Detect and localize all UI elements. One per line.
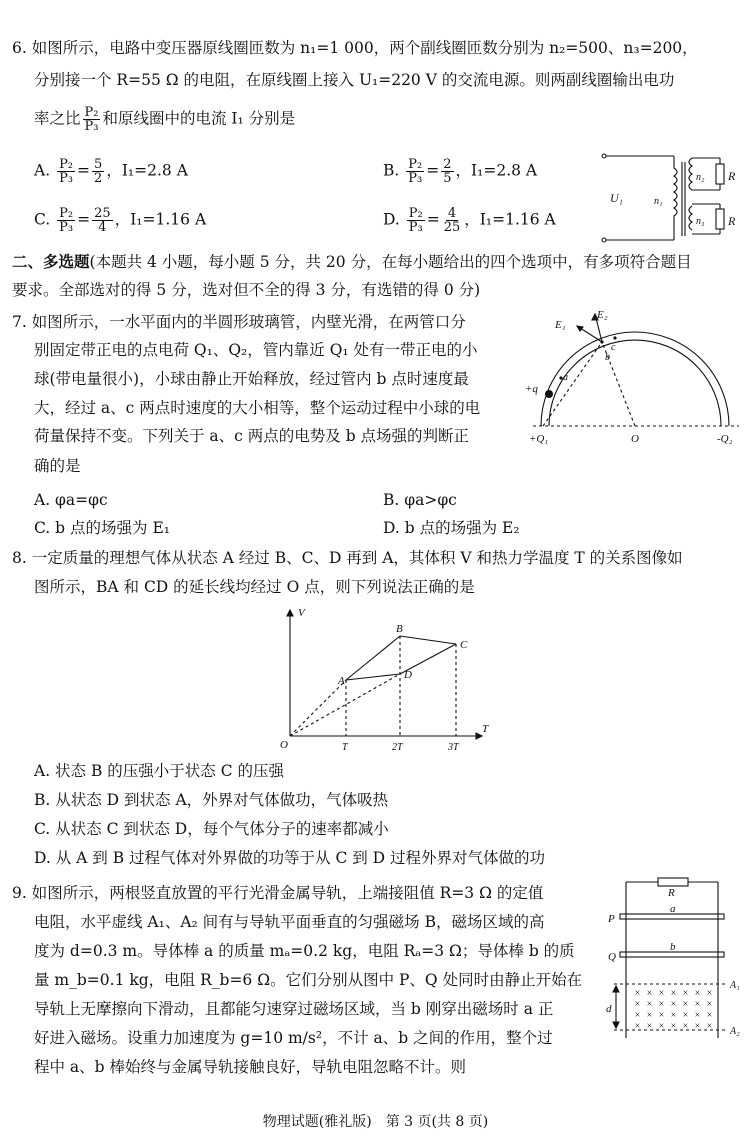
point-b [600,340,603,343]
label-v: V [298,607,305,619]
q8-line-2: 图所示，BA 和 CD 的延长线均经过 O 点，则下列说法正确的是 [34,578,475,596]
frac-num: P₂ [59,206,74,221]
q6-line3-pre: 率之比 [34,109,81,128]
field-cross: × [670,988,677,999]
extension-od [290,674,400,736]
frac-num: 2 [443,157,452,172]
label-a2: A₂ [730,1026,740,1037]
field-cross: × [670,1010,677,1021]
page-footer: 物理试题(雅礼版) 第 3 页(共 8 页) [262,1114,489,1130]
q7-line-1: 7. 如图所示，一水平面内的半圆形玻璃管，内壁光滑，在两管口分 [12,313,466,331]
field-cross: × [694,988,701,999]
secondary-coil-2 [689,158,692,190]
q7-option-a[interactable]: A. φa=φc [34,491,108,509]
q9-line-5: 导轨上无摩擦向下滑动，且都能匀速穿过磁场区域，当 b 刚穿出磁场时 a 正 [34,1000,554,1018]
field-cross: × [706,999,713,1010]
secondary-coil-3 [689,206,692,230]
field-cross: × [694,1010,701,1021]
segment-ab [346,636,400,680]
option-frac-right [92,207,113,234]
label-c: c [611,342,616,353]
option-frac-left [57,158,75,185]
resistor-r2 [716,164,724,184]
primary-coil [674,156,677,240]
section2-header-line-1 [12,252,692,272]
label-o: O [280,739,288,751]
field-cross: × [694,1021,701,1032]
label-d: D [404,669,412,681]
frac-num: 25 [94,206,111,221]
label-a: A [338,675,345,687]
option-frac-left [57,207,75,234]
field-cross: × [634,999,641,1010]
field-cross: × [646,999,653,1010]
field-cross: × [682,999,689,1010]
q9-line-6: 好进入磁场。设重力加速度为 g=10 m/s²，不计 a、b 之间的作用，整个过 [34,1029,553,1047]
option-label: D. [383,210,400,229]
q9-line-7: 程中 a、b 棒始终与金属导轨接触良好，导轨电阻忽略不计。则 [34,1058,467,1076]
label-n2: n₂ [696,172,705,183]
field-cross: × [646,1010,653,1021]
eq-sign: = [426,161,440,180]
label-c: C [460,639,468,651]
option-frac-right [92,158,104,185]
line-q1-to-b [543,342,602,426]
field-cross: × [658,999,665,1010]
label-t-axis: T [482,723,489,735]
label-r2: R [728,169,736,183]
field-cross: × [670,999,677,1010]
label-a: a [563,372,568,383]
frac-num: P₂ [84,105,99,120]
option-label: A. [34,161,51,180]
label-b: B [396,623,403,635]
tube-outer-arc [541,332,729,426]
label-b: b [670,941,676,953]
field-cross: × [682,1010,689,1021]
q6-option-a[interactable] [34,158,188,185]
frac-num: P₂ [408,157,423,172]
frac-den: P₃ [84,119,99,134]
tick-3t: 3T [448,742,459,753]
field-cross: × [634,988,641,999]
q7-line-2: 别固定带正电的点电荷 Q₁、Q₂，管内靠近 Q₁ 处有一带正电的小 [34,341,478,359]
field-cross: × [634,1010,641,1021]
frac-num: 4 [447,206,457,221]
frac-num: 5 [94,157,103,172]
option-rest: ，I₁=1.16 A [114,210,207,229]
label-n3: n₃ [696,216,705,227]
segment-bc [400,636,456,644]
section2-title: 二、多选题 [12,253,90,271]
q6-option-d[interactable] [383,207,556,234]
q9-rails-figure [606,872,746,1042]
q9-line-3: 度为 d=0.3 m。导体棒 a 的质量 mₐ=0.2 kg，电阻 Rₐ=3 Ω；导体棒 b 的质 [34,942,575,960]
field-cross: × [706,1021,713,1032]
q6-line-2: 分别接一个 R=55 Ω 的电阻，在原线圈上接入 U₁=220 V 的交流电源。则两副线圈输出电功 [34,71,675,89]
field-cross: × [646,988,653,999]
q7-option-c[interactable]: C. b 点的场强为 E₁ [34,519,170,537]
q8-vt-graph [276,604,496,754]
label-o: O [631,433,639,445]
q8-option-c[interactable]: C. 从状态 C 到状态 D，每个气体分子的速率都减小 [34,820,389,838]
resistor-r3 [716,209,724,229]
frac-den: P₃ [59,220,74,235]
option-rest: ，I₁=2.8 A [455,161,538,180]
field-cross: × [658,1010,665,1021]
q9-line-2: 电阻，水平虚线 A₁、A₂ 间有与导轨平面垂直的匀强磁场 B，磁场区域的高 [34,913,545,931]
eq-sign: = [426,210,440,229]
option-frac-right [441,158,453,185]
label-a1: A₁ [730,980,740,991]
q7-option-b[interactable]: B. φa>φc [383,491,457,509]
field-cross: × [658,1021,665,1032]
label-p: P [608,913,615,925]
label-a: a [670,903,676,915]
q6-transformer-figure [596,148,746,248]
charged-ball [545,390,553,398]
option-label: C. [34,210,51,229]
frac-num: P₂ [59,157,74,172]
option-rest: ，I₁=1.16 A [464,210,556,229]
magnetic-field-crosses [634,988,713,1032]
q7-semicircle-tube-figure [525,306,747,448]
q9-line-4: 量 m_b=0.1 kg，电阻 R_b=6 Ω。它们分别从图中 P、Q 处同时由静止开始在 [34,971,583,989]
frac-den: P₃ [408,171,423,186]
label-u1: U₁ [610,191,623,205]
label-q1: +Q₁ [529,433,549,445]
eq-sign: = [77,210,91,229]
point-c [613,336,616,339]
eq-sign: = [77,161,91,180]
q8-option-d[interactable]: D. 从 A 到 B 过程气体对外界做的功等于从 C 到 D 过程外界对气体做的功 [34,849,546,867]
label-r: R [668,887,675,899]
q8-line-1: 8. 一定质量的理想气体从状态 A 经过 B、C、D 再到 A，其体积 V 和热力学温度 T 的关系图像如 [12,549,683,567]
tube-inner-arc [549,340,721,426]
q6-line-1: 6. 如图所示，电路中变压器原线圈匝数为 n₁=1 000，两个副线圈匝数分别为 n₂=500、n₃=200， [12,39,698,57]
q6-option-b[interactable] [383,158,537,185]
q9-line-1: 9. 如图所示，两根竖直放置的平行光滑金属导轨，上端接阻值 R=3 Ω 的定值 [12,884,544,902]
q6-option-c[interactable] [34,207,206,234]
resistor-r [658,878,688,886]
label-q: Q [608,951,616,963]
field-cross: × [682,988,689,999]
field-cross: × [658,988,665,999]
label-d: d [606,1003,612,1015]
section2-rule-1: (本题共 4 小题，每小题 5 分，共 20 分，在每小题给出的四个选项中，有多项符合题目 [89,253,692,271]
label-q2: -Q₂ [717,433,733,445]
option-frac-right [442,207,463,234]
frac-den: 4 [98,220,107,235]
field-cross: × [670,1021,677,1032]
frac-den: P₃ [408,220,423,235]
q7-line-5: 荷量保持不变。下列关于 a、c 两点的电势及 b 点场强的判断正 [34,427,470,445]
frac-den: P₃ [59,171,74,186]
tick-2t: 2T [392,742,403,753]
field-cross: × [634,1021,641,1032]
field-cross: × [694,999,701,1010]
frac-den: 25 [443,220,461,235]
field-cross: × [646,1021,653,1032]
label-n1: n₁ [654,196,663,207]
field-cross: × [682,1021,689,1032]
q8-option-a[interactable]: A. 状态 B 的压强小于状态 C 的压强 [34,762,285,780]
field-cross: × [706,988,713,999]
field-cross: × [706,1010,713,1021]
q7-line-3: 球(带电量很小)，小球由静止开始释放，经过管内 b 点时速度最 [34,370,469,388]
option-label: B. [383,161,400,180]
q6-line-3 [34,106,295,133]
q8-option-b[interactable]: B. 从状态 D 到状态 A，外界对气体做功，气体吸热 [34,791,389,809]
frac-num: P₂ [408,206,423,221]
q7-option-d[interactable]: D. b 点的场强为 E₂ [383,519,520,537]
extension-oa [290,680,346,736]
q6-line3-post: 和原线圈中的电流 I₁ 分别是 [102,109,296,128]
q7-line-4: 大，经过 a、c 两点时速度的大小相等，整个运动过程中小球的电 [34,399,481,417]
option-frac-left [407,207,425,234]
label-e2: E₂ [597,309,608,321]
frac-den: 5 [443,171,452,186]
label-plus-q: +q [525,383,538,395]
section2-header-line-2: 要求。全部选对的得 5 分，选对但不全的得 3 分，有选错的得 0 分) [12,281,481,299]
label-e1: E₁ [555,319,566,331]
tick-t: T [342,742,348,753]
option-frac-left [406,158,424,185]
q7-line-6: 确的是 [34,457,81,475]
label-b: b [605,352,610,363]
option-rest: ，I₁=2.8 A [106,161,188,180]
frac-den: 2 [94,171,103,186]
label-r3: R [728,214,736,228]
q6-power-ratio-fraction [83,106,101,133]
